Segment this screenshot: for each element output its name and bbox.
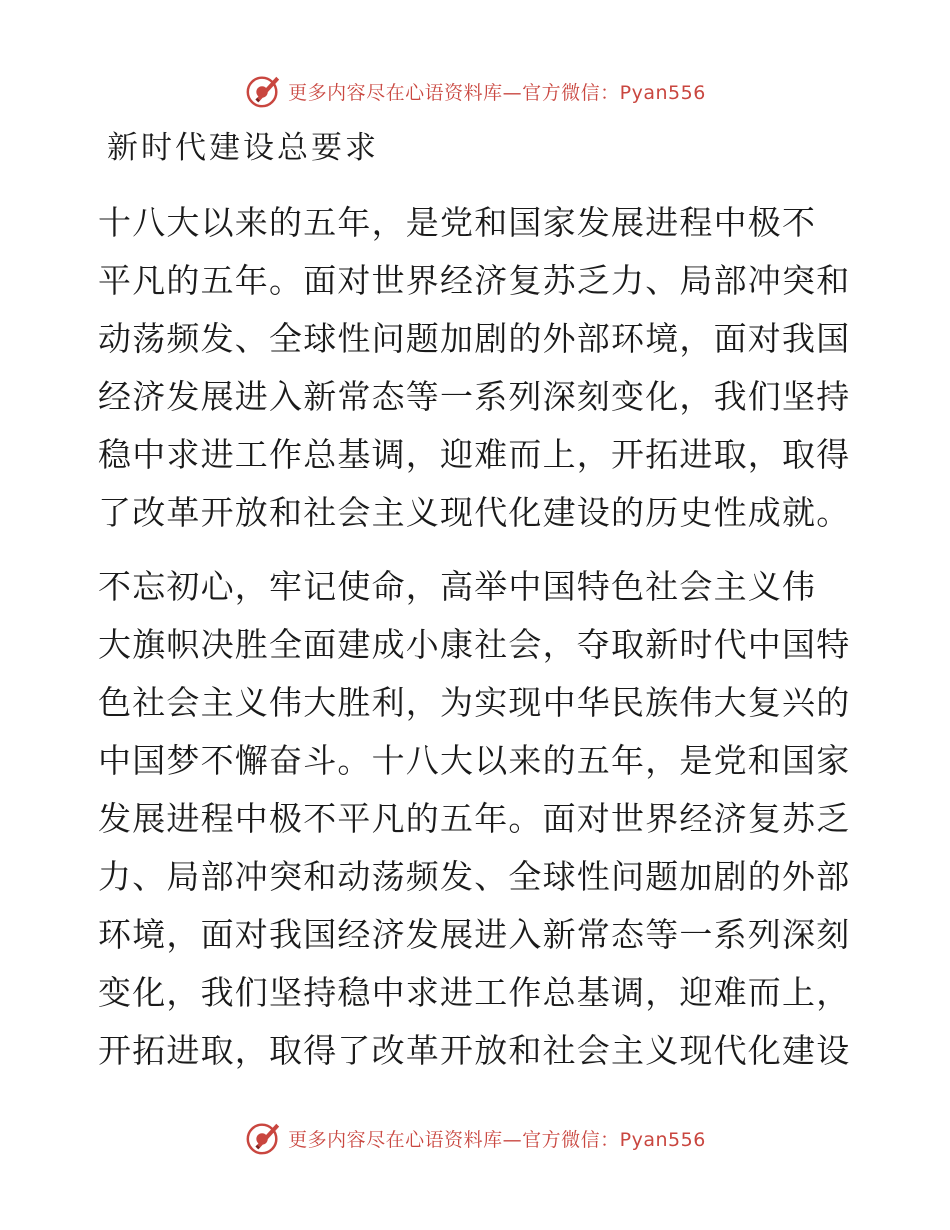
paragraph-line: 稳中求进工作总基调，迎难而上，开拓进取，取得: [98, 435, 851, 474]
paragraph-line: 经济发展进入新常态等一系列深刻变化，我们坚持: [98, 377, 851, 416]
paragraph-line: 了改革开放和社会主义现代化建设的历史性成就。: [98, 493, 851, 532]
paragraph-line: 大旗帜决胜全面建成小康社会，夺取新时代中国特: [98, 625, 851, 664]
paragraph-line: 十八大以来的五年，是党和国家发展进程中极不: [98, 203, 817, 242]
paragraph-line: 开拓进取，取得了改革开放和社会主义现代化建设: [98, 1031, 851, 1070]
paragraph-line: 不忘初心，牢记使命，高举中国特色社会主义伟: [98, 567, 817, 606]
paragraph-line: 发展进程中极不平凡的五年。面对世界经济复苏乏: [98, 799, 851, 838]
pen-logo-icon: [244, 72, 282, 110]
paragraph-line: 变化，我们坚持稳中求进工作总基调，迎难而上，: [98, 973, 851, 1012]
paragraph-line: 动荡频发、全球性问题加剧的外部环境，面对我国: [98, 319, 851, 358]
paragraph-1: [98, 194, 858, 542]
paragraph-line: 力、局部冲突和动荡频发、全球性问题加剧的外部: [98, 857, 851, 896]
pen-logo-icon: [244, 1119, 282, 1157]
paragraph-line: 中国梦不懈奋斗。十八大以来的五年，是党和国家: [98, 741, 851, 780]
header-watermark: [0, 71, 950, 111]
footer-watermark: [0, 1118, 950, 1158]
paragraph-2: [98, 558, 858, 1080]
paragraph-line: 环境，面对我国经济发展进入新常态等一系列深刻: [98, 915, 851, 954]
document-title: 新时代建设总要求: [107, 130, 379, 166]
paragraph-line: 平凡的五年。面对世界经济复苏乏力、局部冲突和: [98, 261, 851, 300]
watermark-text: 更多内容尽在心语资料库—官方微信：Pyan556: [288, 1128, 706, 1151]
paragraph-line: 色社会主义伟大胜利，为实现中华民族伟大复兴的: [98, 683, 851, 722]
watermark-text: 更多内容尽在心语资料库—官方微信：Pyan556: [288, 81, 706, 104]
